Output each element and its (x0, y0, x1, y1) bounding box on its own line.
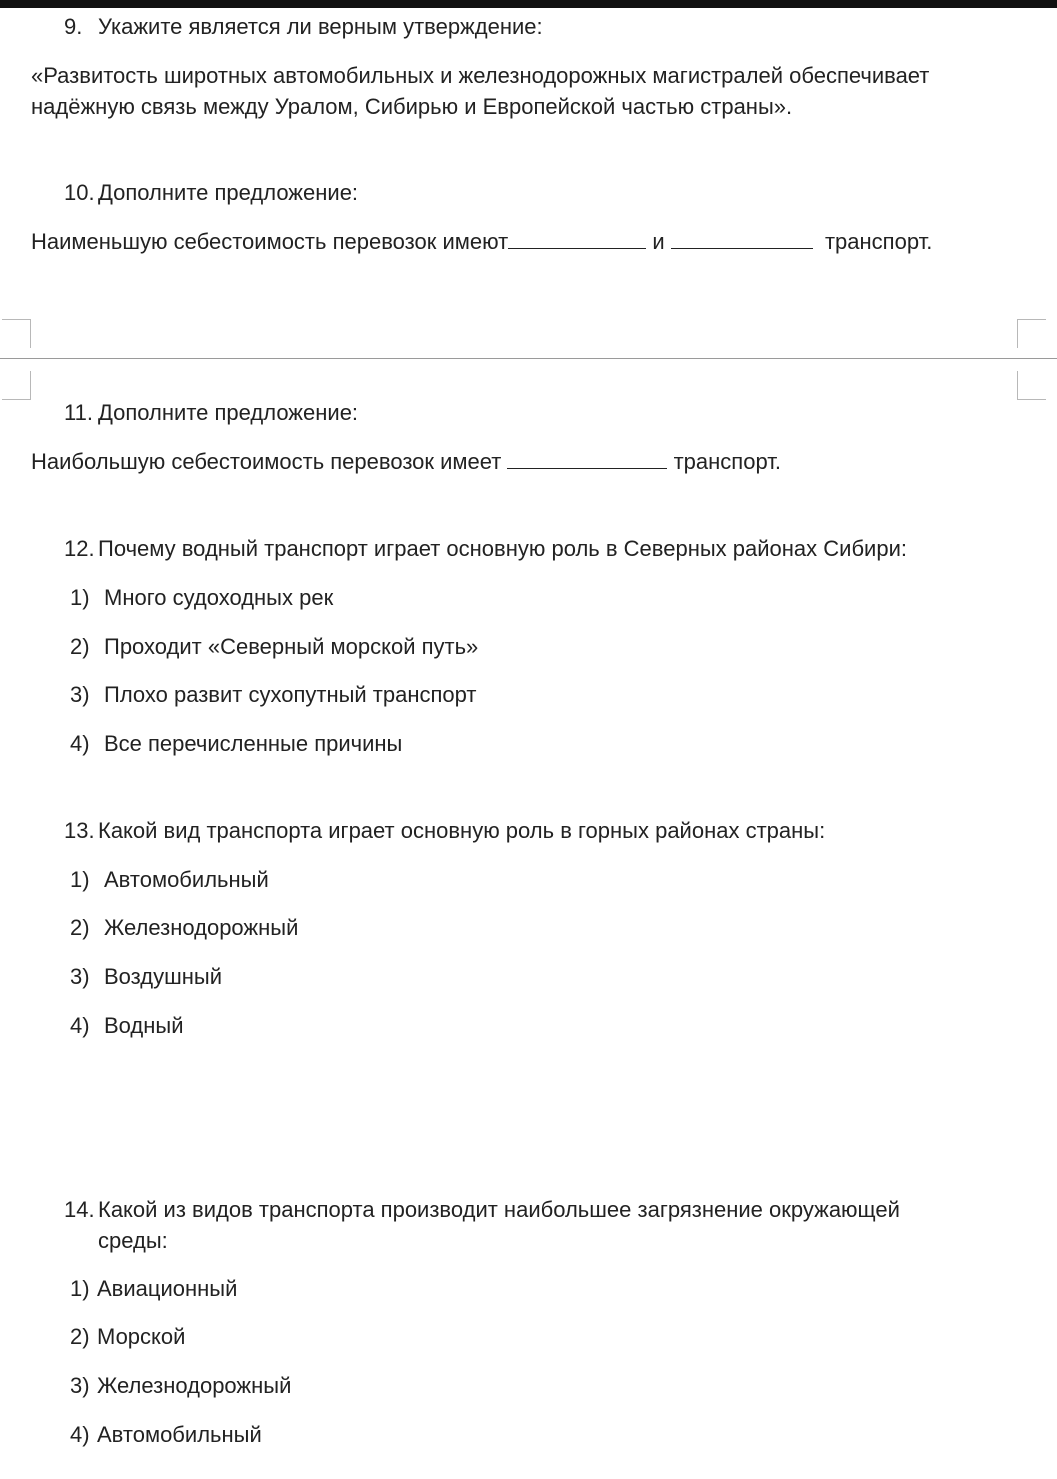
option-number: 3) (70, 1373, 90, 1398)
answer-option[interactable] (70, 1371, 291, 1401)
answer-option[interactable] (70, 729, 402, 759)
question-number: 9. (64, 14, 83, 39)
question-prompt: Дополните предложение: (98, 180, 359, 205)
q10-sentence (31, 227, 932, 257)
question-prompt-continued: среды: (98, 1228, 168, 1253)
option-number: 4) (70, 731, 90, 756)
q11-sentence (31, 447, 781, 477)
sentence-start: Наименьшую себестоимость перевозок имеют (31, 229, 509, 254)
sentence-end: транспорт. (673, 449, 781, 474)
option-number: 4) (70, 1422, 90, 1447)
answer-option[interactable] (70, 680, 476, 710)
question-10 (64, 178, 358, 208)
question-prompt: Какой из видов транспорта производит наибольшее загрязнение окружающей (98, 1197, 900, 1222)
q9-statement-line-1: «Развитость широтных автомобильных и железнодорожных магистралей обеспечивает (31, 63, 930, 88)
answer-option[interactable] (70, 962, 222, 992)
question-number: 13. (64, 818, 95, 843)
answer-option[interactable] (70, 1420, 262, 1450)
conjunction: и (652, 229, 665, 254)
answer-option[interactable] (70, 583, 333, 613)
option-text: Водный (104, 1013, 184, 1038)
page-corner-mark (1017, 319, 1046, 348)
answer-option[interactable] (70, 632, 478, 662)
question-prompt: Почему водный транспорт играет основную роль в Северных районах Сибири: (98, 536, 907, 561)
option-text: Воздушный (104, 964, 223, 989)
option-text: Автомобильный (97, 1422, 262, 1447)
option-text: Железнодорожный (104, 915, 299, 940)
option-text: Автомобильный (104, 867, 269, 892)
answer-option[interactable] (70, 1011, 184, 1041)
question-number: 10. (64, 180, 95, 205)
page-corner-mark (2, 371, 31, 400)
answer-blank[interactable] (507, 448, 667, 469)
option-text: Много судоходных рек (104, 585, 334, 610)
question-number: 11. (64, 400, 93, 425)
question-13 (64, 816, 825, 846)
question-14 (64, 1195, 900, 1225)
page-corner-mark (2, 319, 31, 348)
answer-option[interactable] (70, 1322, 185, 1352)
q9-statement-line-2: надёжную связь между Уралом, Сибирью и Европейской частью страны». (31, 94, 793, 119)
sentence-start: Наибольшую себестоимость перевозок имеет (31, 449, 502, 474)
option-text: Плохо развит сухопутный транспорт (104, 682, 477, 707)
option-number: 4) (70, 1013, 90, 1038)
option-number: 3) (70, 964, 90, 989)
question-12 (64, 534, 907, 564)
question-11 (64, 398, 358, 428)
question-prompt: Дополните предложение: (98, 400, 359, 425)
question-prompt: Какой вид транспорта играет основную роль в горных районах страны: (98, 818, 826, 843)
answer-option[interactable] (70, 913, 298, 943)
option-number: 2) (70, 634, 90, 659)
option-text: Железнодорожный (97, 1373, 292, 1398)
question-number: 14. (64, 1197, 95, 1222)
answer-option[interactable] (70, 865, 269, 895)
question-prompt: Укажите является ли верным утверждение: (98, 14, 543, 39)
option-number: 3) (70, 682, 90, 707)
option-text: Проходит «Северный морской путь» (104, 634, 479, 659)
option-number: 2) (70, 915, 90, 940)
option-text: Морской (97, 1324, 186, 1349)
option-text: Все перечисленные причины (104, 731, 403, 756)
option-number: 1) (70, 585, 90, 610)
question-number: 12. (64, 536, 95, 561)
option-number: 1) (70, 867, 90, 892)
top-border (0, 0, 1057, 8)
page-corner-mark (1017, 371, 1046, 400)
page-break-line (0, 358, 1057, 359)
question-9 (64, 12, 543, 42)
option-number: 1) (70, 1276, 90, 1301)
option-number: 2) (70, 1324, 90, 1349)
answer-option[interactable] (70, 1274, 237, 1304)
sentence-end: транспорт. (824, 229, 933, 254)
answer-blank-1[interactable] (508, 228, 646, 249)
answer-blank-2[interactable] (671, 228, 813, 249)
option-text: Авиационный (97, 1276, 238, 1301)
